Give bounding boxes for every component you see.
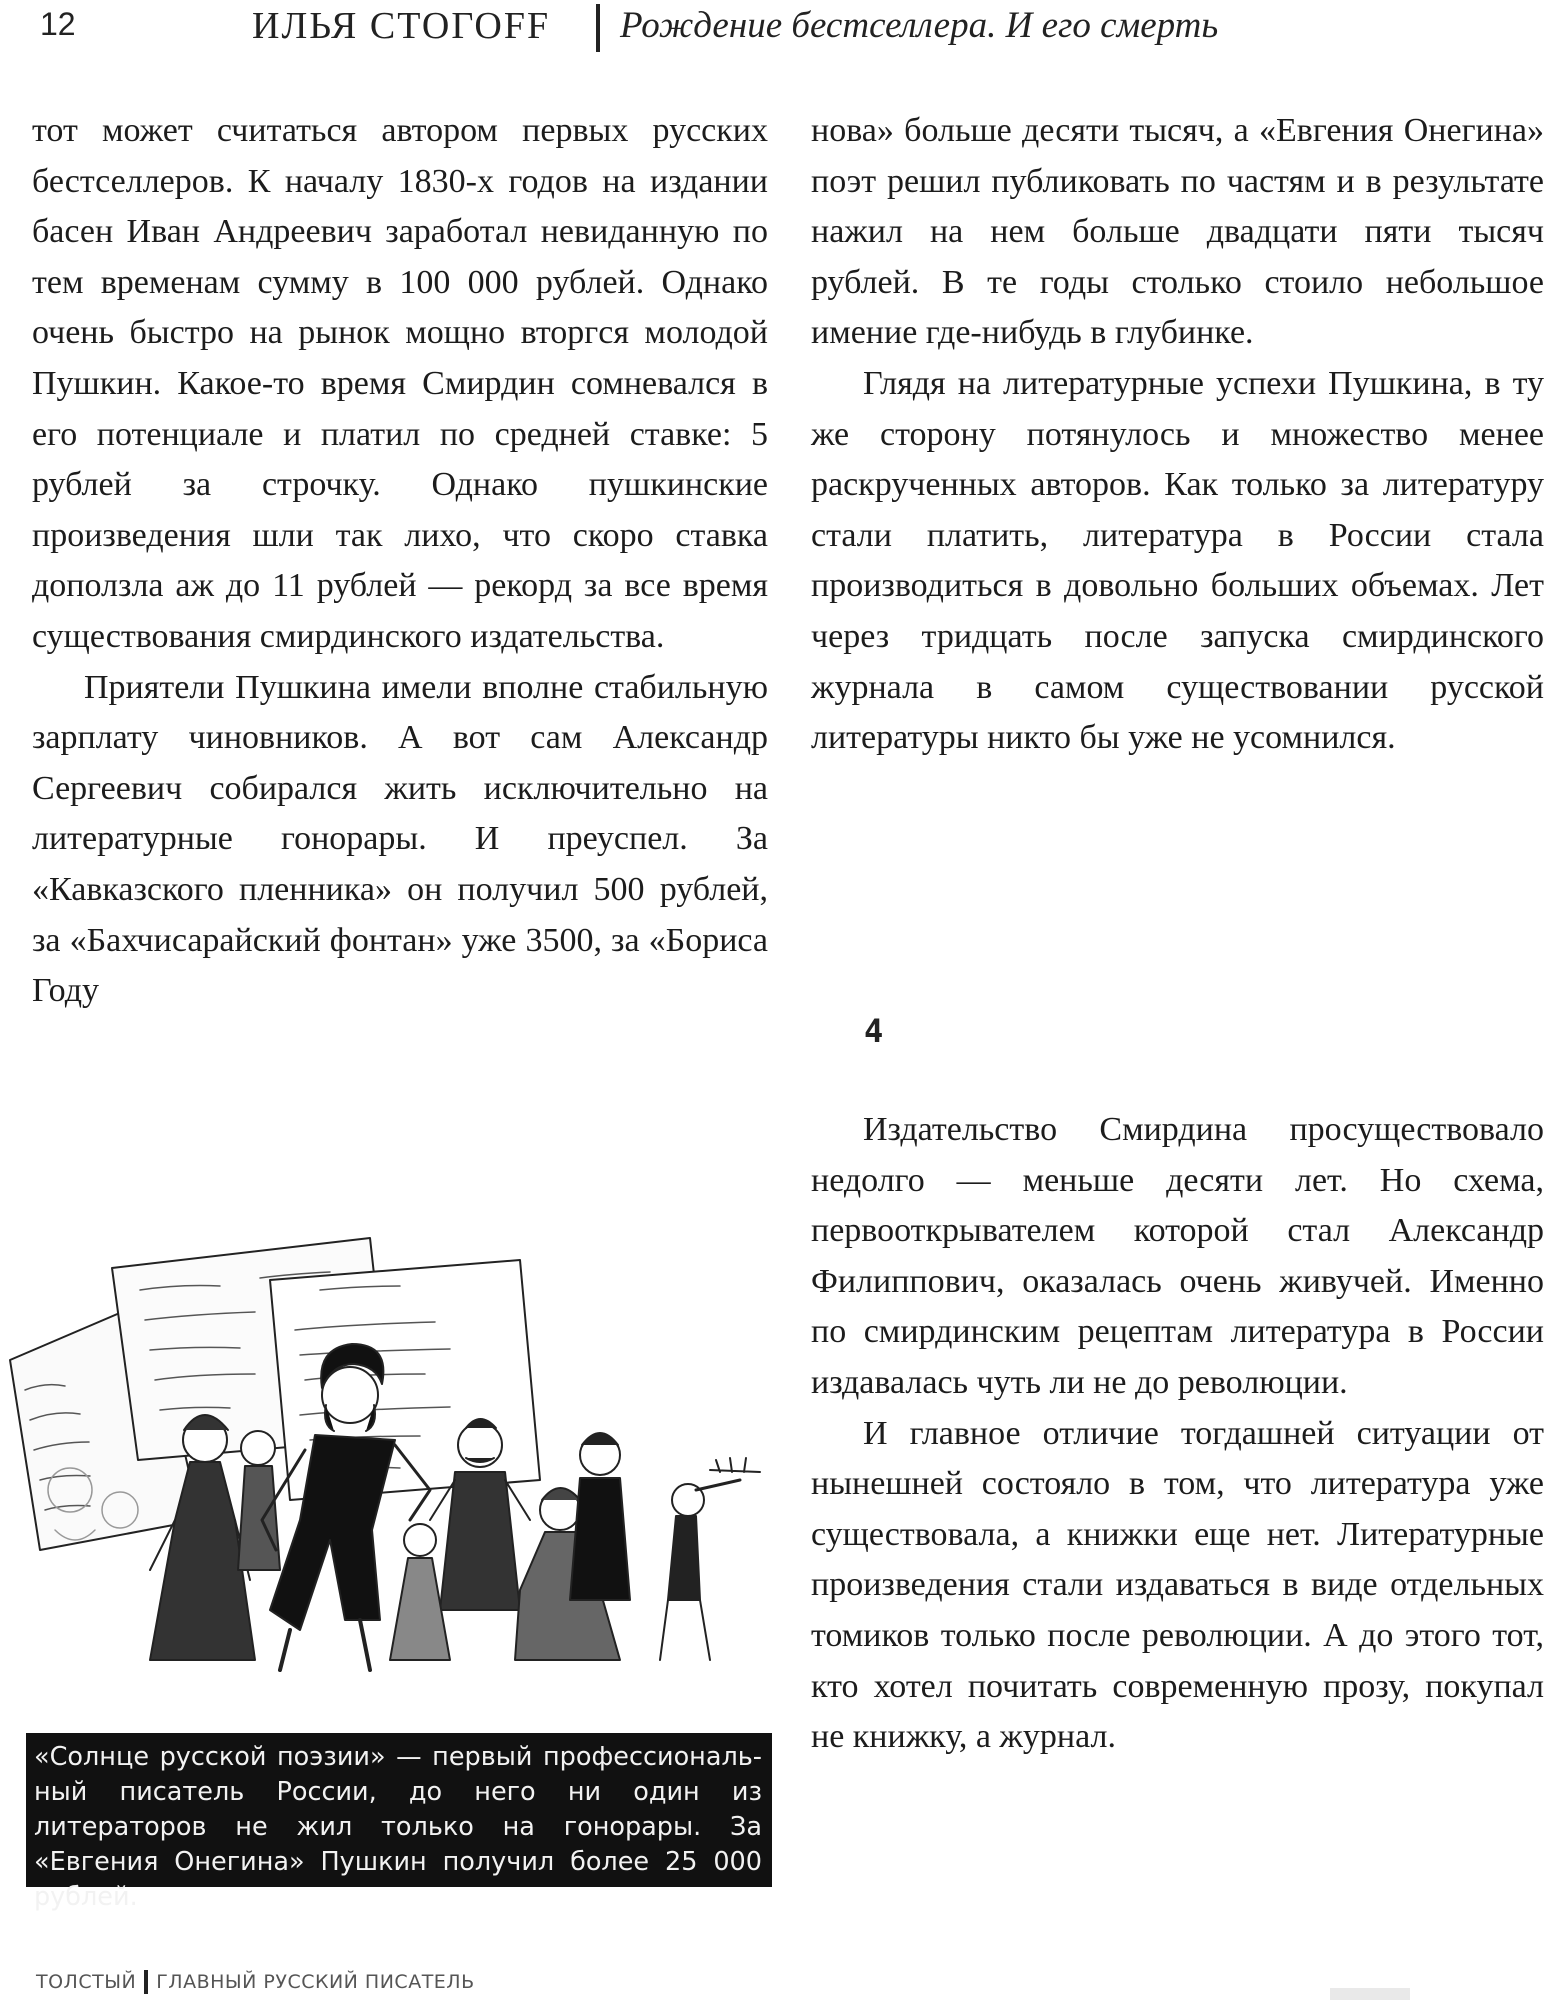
footer-subtitle: ГЛАВНЫЙ РУССКИЙ ПИСАТЕЛЬ <box>156 1971 475 1993</box>
right-column <box>811 106 1544 764</box>
waiter-figure <box>660 1458 760 1660</box>
gentleman-figure <box>570 1433 630 1600</box>
author-name: ИЛЬЯ СТОГОFF <box>252 5 551 47</box>
paragraph: Издательство Смирдина просуществовало недолго — меньше десяти лет. Но схема, первооткрывателем которой стал Александр Филиппович, оказалась очень живучей. Именно по смирдинским рецептам литература в России издавалась чуть ли не до революции. <box>811 1111 1544 1401</box>
footer-series: ТОЛСТЫЙ <box>36 1971 137 1993</box>
page-number: 12 <box>40 6 76 42</box>
pushkin-illustration <box>0 1190 774 1734</box>
right-column-continued <box>811 1105 1544 1763</box>
paragraph: Глядя на литературные успехи Пушкина, в ту же сторону потянулось и множество менее раскрученных авторов. Как только за литературу стали платить, литература в России стала производиться в довольно больших объемах. Лет через тридцать после запуска смирдинского журнала в самом существовании русской литературы никто бы уже не усомнился. <box>811 364 1544 757</box>
footer-divider <box>144 1970 148 1994</box>
paragraph: нова» больше десяти тысяч, а «Евгения Онегина» поэт решил публиковать по частям и в результате нажил на нем больше двадцати пяти тысяч рублей. В те годы столько стоило небольшое имение где-нибудь в глубинке. <box>811 112 1544 352</box>
running-footer <box>36 1970 475 1996</box>
paragraph: И главное отличие тогдашней ситуации от нынешней состояло в том, что литература уже существовала, а книжки еще нет. Литературные произведения стали издаваться в виде отдельных томиков только после революции. А до этого тот, кто хотел почитать современную прозу, покупал не книжку, а журнал. <box>811 1414 1544 1756</box>
running-header <box>0 0 1552 52</box>
paragraph: тот может считаться автором первых русских бестселлеров. К началу 1830-х годов на издании басен Иван Андреевич заработал невиданную по тем временам сумму в 100 000 рублей. Однако очень быстро на рынок мощно вторгся молодой Пушкин. Какое-то время Смирдин сомневался в его потенциале и платил по средней ставке: 5 рублей за строчку. Однако пушкинские произведения шли так лихо, что скоро ставка доползла аж до 11 рублей — рекорд за все время существования смирдинского издательства. <box>32 112 768 655</box>
left-column <box>32 106 768 1017</box>
section-number: 4 <box>864 1012 884 1050</box>
book-title: Рождение бестселлера. И его смерть <box>620 5 1219 46</box>
header-divider <box>596 4 600 52</box>
page-corner-mark <box>1330 1988 1410 2000</box>
illustration-caption: «Солнце русской поэзии» — первый профессиональный писатель России, до него ни один из литераторов не жил только на гонорары. За «Евгения Онегина» Пушкин получил более 25 000 рублей. <box>26 1733 772 1887</box>
paragraph: Приятели Пушкина имели вполне стабильную зарплату чиновников. А вот сам Александр Сергеевич собирался жить исключительно на литературные гонорары. И преуспел. За «Кавказского пленника» он получил 500 рублей, за «Бахчисарайский фонтан» уже 3500, за «Бориса Году <box>32 668 768 1010</box>
